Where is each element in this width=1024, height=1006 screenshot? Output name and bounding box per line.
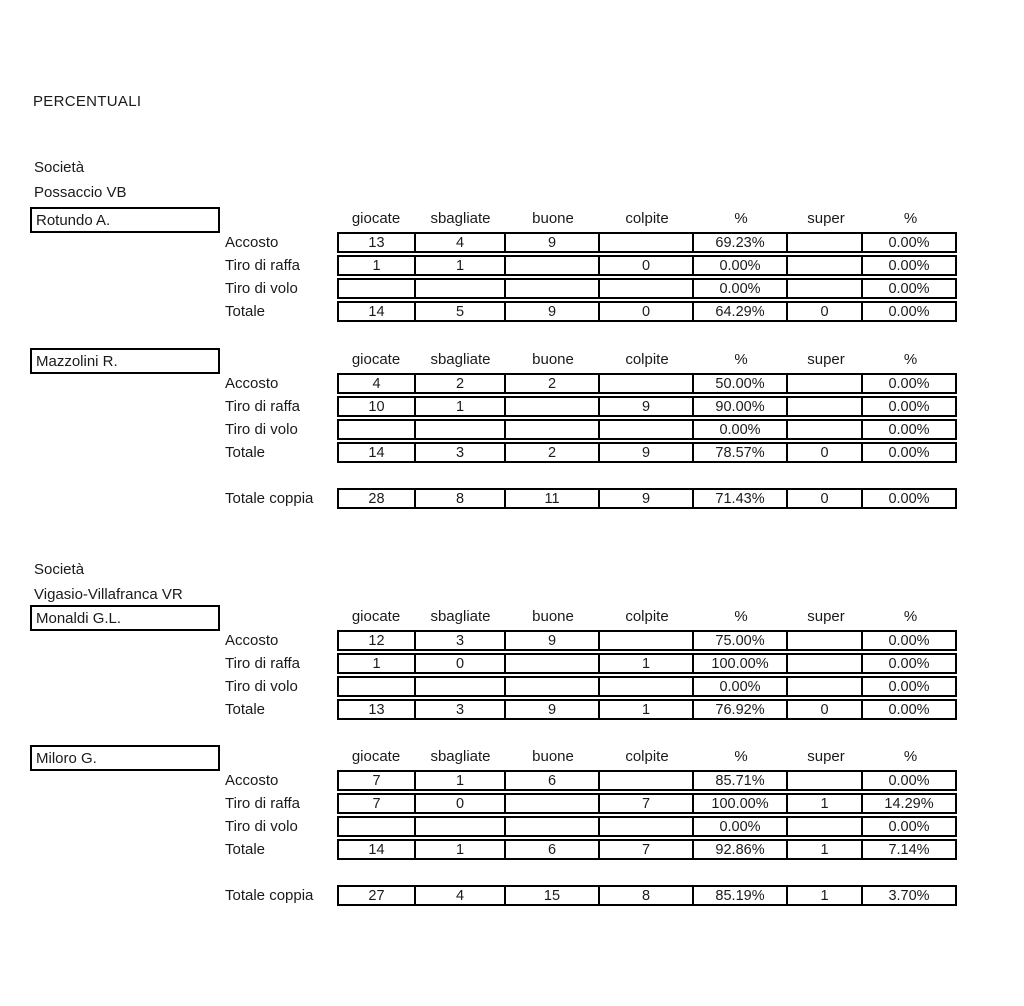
- column-header: super: [807, 608, 845, 625]
- column-header: %: [903, 210, 918, 227]
- stat-cell: 75.00%: [694, 632, 788, 649]
- column-header: %: [734, 351, 748, 368]
- column-header: giocate: [351, 210, 401, 227]
- row-label: Tiro di volo: [225, 280, 298, 297]
- stat-cell: 0.00%: [888, 421, 930, 438]
- column-header: %: [903, 608, 918, 625]
- stat-row: [337, 699, 957, 720]
- row-label: Tiro di volo: [225, 421, 298, 438]
- column-header: sbagliate: [430, 351, 491, 368]
- row-label: Tiro di raffa: [225, 655, 301, 672]
- player-block: [30, 207, 990, 327]
- stat-cell: 9: [506, 234, 600, 251]
- stat-cell: 1: [600, 655, 694, 672]
- stat-cell: 7.14%: [888, 841, 930, 858]
- stat-cell: 3.70%: [888, 887, 930, 904]
- stat-cell: [506, 818, 600, 835]
- stat-cell: 1: [788, 887, 863, 904]
- row-label: Accosto: [225, 234, 279, 251]
- stat-cell: 11: [506, 490, 600, 507]
- stat-cell: 15: [506, 887, 600, 904]
- stat-cell: 0: [416, 655, 506, 672]
- stat-cell: 78.57%: [694, 444, 788, 461]
- stat-row: [337, 232, 957, 253]
- society-name: Possaccio VB: [34, 184, 127, 201]
- stat-cell: 100.00%: [694, 655, 788, 672]
- societa-label: Società: [34, 159, 85, 176]
- column-header: buone: [532, 608, 574, 625]
- stat-cell: [506, 655, 600, 672]
- stat-cell: 1: [788, 841, 863, 858]
- stat-row: [337, 301, 957, 322]
- stat-cell: [600, 678, 694, 695]
- stat-cell: 7: [600, 795, 694, 812]
- stat-cell: 0: [788, 701, 863, 718]
- stat-cell: 1: [416, 257, 506, 274]
- stat-cell: 1: [600, 701, 694, 718]
- row-label: Accosto: [225, 632, 279, 649]
- stat-cell: 14: [339, 303, 416, 320]
- stat-row: [337, 396, 957, 417]
- stat-cell: [416, 280, 506, 297]
- stat-cell: 0.00%: [694, 678, 788, 695]
- column-headers: [337, 606, 957, 628]
- stat-cell: 92.86%: [694, 841, 788, 858]
- column-header: %: [734, 748, 748, 765]
- stat-cell: 1: [339, 655, 416, 672]
- page-title: PERCENTUALI: [33, 93, 142, 110]
- stat-cell: 64.29%: [694, 303, 788, 320]
- stat-cell: 71.43%: [694, 490, 788, 507]
- stat-cell: 0: [600, 257, 694, 274]
- stat-cell: 6: [506, 841, 600, 858]
- stat-cell: [600, 234, 694, 251]
- stat-cell: 28: [339, 490, 416, 507]
- stat-row: [337, 278, 957, 299]
- stat-row: [337, 653, 957, 674]
- stat-cell: 0.00%: [888, 818, 930, 835]
- stat-cell: [416, 818, 506, 835]
- stat-cell: 85.19%: [694, 887, 788, 904]
- column-header: %: [734, 210, 748, 227]
- column-header: sbagliate: [430, 608, 491, 625]
- stat-cell: 14: [339, 444, 416, 461]
- stat-cell: 9: [600, 490, 694, 507]
- stat-cell: 76.92%: [694, 701, 788, 718]
- stat-cell: 8: [416, 490, 506, 507]
- stat-cell: 27: [339, 887, 416, 904]
- stat-cell: 7: [600, 841, 694, 858]
- stat-cell: 0.00%: [888, 490, 930, 507]
- stat-cell: 0.00%: [888, 444, 930, 461]
- row-label: Tiro di volo: [225, 818, 298, 835]
- stat-cell: [600, 375, 694, 392]
- column-header: %: [734, 608, 748, 625]
- stat-cell: 0: [788, 490, 863, 507]
- stat-cell: 2: [506, 444, 600, 461]
- stat-cell: 0.00%: [694, 280, 788, 297]
- totale-coppia-block: [30, 885, 990, 1005]
- stat-cell: [506, 398, 600, 415]
- totale-coppia-label: Totale coppia: [225, 490, 314, 507]
- stat-cell: [600, 280, 694, 297]
- column-header: colpite: [625, 210, 669, 227]
- stat-cell: 90.00%: [694, 398, 788, 415]
- row-label: Tiro di raffa: [225, 398, 301, 415]
- column-header: %: [903, 748, 918, 765]
- stat-cell: 0.00%: [888, 398, 930, 415]
- row-label: Tiro di volo: [225, 678, 298, 695]
- stat-cell: [506, 421, 600, 438]
- stat-cell: 0.00%: [888, 257, 930, 274]
- stat-cell: 12: [339, 632, 416, 649]
- stat-cell: 1: [416, 841, 506, 858]
- stat-row: [337, 770, 957, 791]
- stat-cell: 7: [339, 795, 416, 812]
- stat-cell: 1: [788, 795, 863, 812]
- player-name-box: Rotundo A.: [30, 207, 220, 233]
- stat-cell: [788, 280, 863, 297]
- stat-cell: [339, 421, 416, 438]
- column-header: super: [807, 351, 845, 368]
- stat-cell: 13: [339, 701, 416, 718]
- stat-cell: 0.00%: [888, 632, 930, 649]
- stat-cell: 69.23%: [694, 234, 788, 251]
- column-header: giocate: [351, 608, 401, 625]
- player-block: [30, 605, 990, 725]
- stat-cell: [506, 795, 600, 812]
- stat-cell: 0.00%: [888, 772, 930, 789]
- stat-row: [337, 373, 957, 394]
- stat-cell: 8: [600, 887, 694, 904]
- column-headers: [337, 746, 957, 768]
- stat-cell: [339, 678, 416, 695]
- stat-row: [337, 839, 957, 860]
- societa-label: Società: [34, 561, 85, 578]
- stat-cell: [788, 421, 863, 438]
- column-header: buone: [532, 748, 574, 765]
- column-header: buone: [532, 351, 574, 368]
- stat-cell: 14.29%: [884, 795, 934, 812]
- stat-cell: [416, 421, 506, 438]
- player-block: [30, 348, 990, 468]
- stat-cell: 10: [339, 398, 416, 415]
- stat-cell: 0.00%: [888, 655, 930, 672]
- totale-coppia-row: [337, 488, 957, 509]
- stat-row: [337, 442, 957, 463]
- stat-cell: 0.00%: [888, 303, 930, 320]
- society-name: Vigasio-Villafranca VR: [34, 586, 183, 603]
- stat-cell: [788, 375, 863, 392]
- stat-cell: 1: [416, 398, 506, 415]
- stat-cell: 4: [416, 887, 506, 904]
- stat-cell: 0.00%: [888, 678, 930, 695]
- stat-cell: 0.00%: [888, 375, 930, 392]
- column-header: colpite: [625, 748, 669, 765]
- stat-cell: 6: [506, 772, 600, 789]
- column-header: super: [807, 210, 845, 227]
- stat-cell: 14: [339, 841, 416, 858]
- row-label: Accosto: [225, 375, 279, 392]
- stat-cell: [788, 257, 863, 274]
- player-name-box: Monaldi G.L.: [30, 605, 220, 631]
- stat-cell: 13: [339, 234, 416, 251]
- column-header: super: [807, 748, 845, 765]
- stat-row: [337, 816, 957, 837]
- stat-cell: [506, 257, 600, 274]
- stat-cell: 9: [600, 444, 694, 461]
- stat-cell: 85.71%: [694, 772, 788, 789]
- stat-cell: 0.00%: [888, 234, 930, 251]
- totale-coppia-label: Totale coppia: [225, 887, 314, 904]
- stat-cell: [416, 678, 506, 695]
- row-label: Totale: [225, 701, 266, 718]
- stat-cell: 0: [788, 444, 863, 461]
- column-header: sbagliate: [430, 748, 491, 765]
- stat-cell: 1: [416, 772, 506, 789]
- column-headers: [337, 208, 957, 230]
- stat-cell: [339, 818, 416, 835]
- stat-cell: 4: [339, 375, 416, 392]
- column-header: buone: [532, 210, 574, 227]
- stat-cell: 0: [788, 303, 863, 320]
- column-header: sbagliate: [430, 210, 491, 227]
- stat-cell: 0.00%: [694, 818, 788, 835]
- stat-cell: 0.00%: [888, 701, 930, 718]
- row-label: Tiro di raffa: [225, 795, 301, 812]
- stat-cell: [788, 818, 863, 835]
- stat-cell: [788, 678, 863, 695]
- stat-cell: [600, 772, 694, 789]
- row-label: Tiro di raffa: [225, 257, 301, 274]
- stat-cell: [788, 655, 863, 672]
- column-header: colpite: [625, 608, 669, 625]
- stat-cell: 7: [339, 772, 416, 789]
- player-name-box: Mazzolini R.: [30, 348, 220, 374]
- column-header: colpite: [625, 351, 669, 368]
- stat-cell: 3: [416, 444, 506, 461]
- stat-cell: [600, 818, 694, 835]
- stat-cell: [788, 234, 863, 251]
- stat-cell: [339, 280, 416, 297]
- stat-cell: 3: [416, 632, 506, 649]
- stat-cell: [506, 678, 600, 695]
- stat-cell: 5: [416, 303, 506, 320]
- stat-cell: 100.00%: [694, 795, 788, 812]
- stat-cell: 0.00%: [694, 421, 788, 438]
- stat-cell: [600, 632, 694, 649]
- player-name-box: Miloro G.: [30, 745, 220, 771]
- stat-cell: 9: [506, 632, 600, 649]
- stat-cell: 0: [600, 303, 694, 320]
- stat-cell: 9: [506, 303, 600, 320]
- stat-cell: 3: [416, 701, 506, 718]
- stat-cell: 4: [416, 234, 506, 251]
- stat-row: [337, 255, 957, 276]
- stat-cell: 0: [416, 795, 506, 812]
- stat-cell: 9: [600, 398, 694, 415]
- stat-cell: 9: [506, 701, 600, 718]
- row-label: Totale: [225, 444, 266, 461]
- stat-row: [337, 676, 957, 697]
- stat-cell: 1: [339, 257, 416, 274]
- stat-cell: 0.00%: [694, 257, 788, 274]
- stat-row: [337, 793, 957, 814]
- stat-row: [337, 419, 957, 440]
- stat-row: [337, 630, 957, 651]
- stat-cell: [506, 280, 600, 297]
- stat-cell: 2: [506, 375, 600, 392]
- stat-cell: [600, 421, 694, 438]
- row-label: Totale: [225, 303, 266, 320]
- stat-cell: 0.00%: [888, 280, 930, 297]
- row-label: Totale: [225, 841, 266, 858]
- row-label: Accosto: [225, 772, 279, 789]
- totale-coppia-row: [337, 885, 957, 906]
- stat-cell: 50.00%: [694, 375, 788, 392]
- stat-cell: [788, 632, 863, 649]
- stat-cell: [788, 398, 863, 415]
- column-header: giocate: [351, 351, 401, 368]
- column-headers: [337, 349, 957, 371]
- player-block: [30, 745, 990, 865]
- stat-cell: [788, 772, 863, 789]
- column-header: giocate: [351, 748, 401, 765]
- stat-cell: 2: [416, 375, 506, 392]
- column-header: %: [903, 351, 918, 368]
